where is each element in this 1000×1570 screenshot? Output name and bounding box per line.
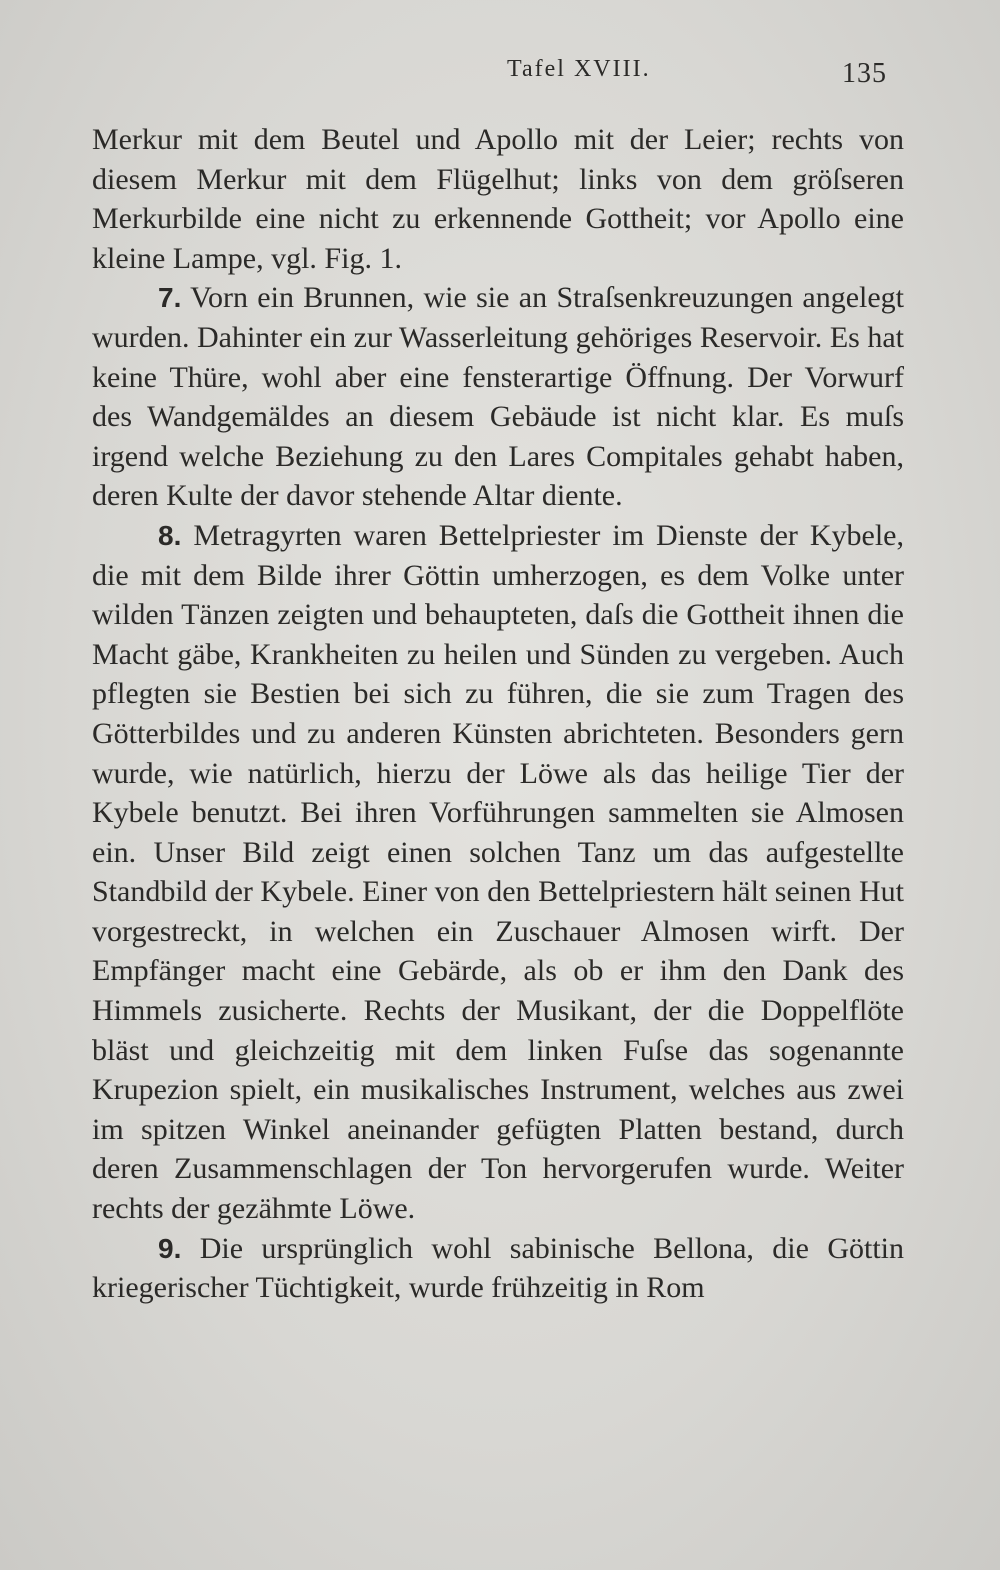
paragraph-8 [92, 516, 904, 1229]
paragraph-text: Vorn ein Brunnen, wie sie an Straſsenkreuzungen angelegt wurden. Dahinter ein zur Wasserleitung gehöriges Reservoir. Es hat keine Thüre, wohl aber eine fensterartige Öffnung. Der Vorwurf des Wandgemäldes an diesem Gebäude ist nicht klar. Es muſs irgend welche Beziehung zu den Lares Compitales gehabt haben, deren Kulte der davor stehende Altar diente. [92, 281, 904, 513]
paragraph-number: 7. [158, 282, 182, 314]
paragraph-text: Merkur mit dem Beutel und Apollo mit der Leier; rechts von diesem Merkur mit dem Flügelhut; links von dem gröſseren Merkurbilde eine nicht zu erkennende Gottheit; vor Apollo eine kleine Lampe, vgl. Fig. 1. [92, 123, 904, 275]
paragraph-text: Die ursprünglich wohl sabinische Bellona, die Göttin kriegerischer Tüchtigkeit, wurde frühzeitig in Rom [92, 1231, 904, 1305]
paragraph-7 [92, 278, 904, 516]
body-text [92, 120, 904, 1308]
paragraph-number: 9. [158, 1232, 182, 1264]
paragraph-continuation [92, 120, 904, 278]
paragraph-9 [92, 1229, 904, 1308]
page-number: 135 [842, 58, 887, 89]
running-title: Tafel XVIII. [507, 56, 651, 82]
paragraph-number: 8. [158, 519, 182, 551]
paragraph-text: Metragyrten waren Bettelpriester im Dienste der Kybele, die mit dem Bilde ihrer Göttin umherzogen, es dem Volke unter wilden Tänzen zeigten und behaupteten, daſs die Gottheit ihnen die Macht gäbe, Krankheiten zu heilen und Sünden zu vergeben. Auch pflegten sie Bestien bei sich zu führen, die sie zum Tragen des Götterbildes und zu anderen Künsten abrichteten. Besonders gern wurde, wie natürlich, hierzu der Löwe als das heilige Tier der Kybele benutzt. Bei ihren Vorführungen sammelten sie Almosen ein. Unser Bild zeigt einen solchen Tanz um das aufgestellte Standbild der Kybele. Einer von den Bettelpriestern hält seinen Hut vorgestreckt, in welchen ein Zuschauer Almosen wirft. Der Empfänger macht eine Gebärde, als ob er ihm den Dank des Himmels zusicherte. Rechts der Musikant, der die Doppelflöte bläst und gleichzeitig mit dem linken Fuſse das sogenannte Krupezion spielt, ein musikalisches Instrument, welches aus zwei im spitzen Winkel aneinander gefügten Platten bestand, durch deren Zusammenschlagen der Ton hervorgerufen wurde. Weiter rechts der gezähmte Löwe. [92, 518, 904, 1226]
page-header [92, 56, 908, 96]
